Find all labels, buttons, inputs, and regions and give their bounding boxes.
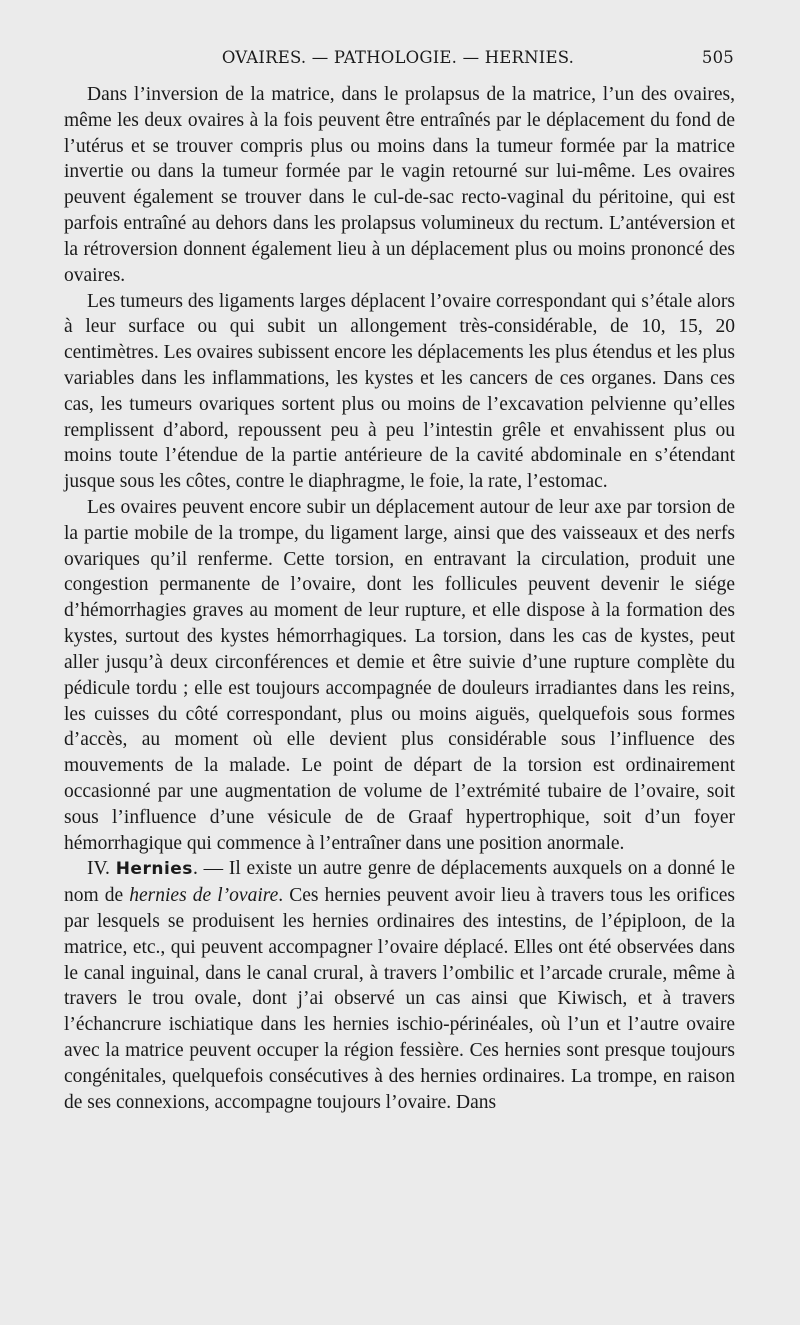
paragraph-hernies <box>64 856 735 1115</box>
running-header <box>62 48 734 78</box>
section-lead-text: . — Il existe un autre genre de déplacements auxquels on a donné le nom de <box>64 858 735 907</box>
running-title: OVAIRES. — PATHOLOGIE. — HERNIES. <box>221 48 575 67</box>
section-heading: Hernies <box>115 859 193 880</box>
body-text <box>64 82 735 1116</box>
italic-term: hernies de l’ovaire <box>129 885 279 907</box>
section-number: IV. <box>87 858 110 880</box>
paragraph-tumeurs: Les tumeurs des ligaments larges déplacent l’ovaire correspondant qui s’étale alors à leur surface ou qui subit un allongement très-considérable, de 10, 15, 20 centimètres. Les ovaires subissent encore les déplacements les plus étendus et les plus variables dans les inflammations, les kystes et les cancers de ces organes. Dans ces cas, les tumeurs ovariques sortent plus ou moins de l’excavation pelvienne qu’elles remplissent d’abord, repoussent peu à peu l’intestin grêle et envahissent plus ou moins toute l’étendue de la partie antérieure de la cavité abdominale en s’étendant jusque sous les côtes, contre le diaphragme, le foie, la rate, l’estomac. <box>64 290 735 493</box>
paragraph-torsion: Les ovaires peuvent encore subir un déplacement autour de leur axe par torsion de la partie mobile de la trompe, du ligament large, ainsi que des vaisseaux et des nerfs ovariques qu’il renferme. Cette torsion, en entravant la circulation, produit une congestion permanente de l’ovaire, dont les follicules peuvent devenir le siége d’hémorrhagies graves au moment de leur rupture, et elle dispose à la formation des kystes, surtout des kystes hémorrhagiques. La torsion, dans les cas de kystes, peut aller jusqu’à deux circonférences et demie et être suivie d’une rupture complète du pédicule tordu ; elle est toujours accompagnée de douleurs irradiantes dans les reins, les cuisses du côté correspondant, plus ou moins aiguës, quelquefois sous formes d’accès, au moment où elle devient plus considérable sous l’influence des mouvements de la malade. Le point de départ de la torsion est ordinairement occasionné par une augmentation de volume de l’extrémité tubaire de l’ovaire, soit sous l’influence d’une vésicule de de Graaf hypertrophique, soit d’un foyer hémorrhagique qui commence à l’entraîner dans une position anormale. <box>64 497 735 854</box>
paragraph-inversion: Dans l’inversion de la matrice, dans le prolapsus de la matrice, l’un des ovaires, même les deux ovaires à la fois peuvent être entraînés par le déplacement du fond de l’utérus et se trouver compris plus ou moins dans la tumeur formée par la matrice invertie ou dans la tumeur formée par le vagin retourné sur lui-même. Les ovaires peuvent également se trouver dans le cul-de-sac recto-vaginal du péritoine, qui est parfois entraîné au dehors dans les prolapsus volumineux du rectum. L’antéversion et la rétroversion donnent également lieu à un déplacement plus ou moins prononcé des ovaires. <box>64 84 735 286</box>
page-number: 505 <box>701 48 734 67</box>
section-rest-text: . Ces hernies peuvent avoir lieu à travers tous les orifices par lesquels se produisent les hernies ordinaires des intestins, de l’épiploon, de la matrice, etc., qui peuvent accompagner l’ovaire déplacé. Elles ont été observées dans le canal inguinal, dans le canal crural, à travers l’ombilic et l’arcade crurale, même à travers le trou ovale, dont j’ai observé un cas ainsi que Kiwisch, et à travers l’échancrure ischiatique dans les hernies ischio-périnéales, où l’un et l’autre ovaire avec la matrice peuvent occuper la région fessière. Ces hernies sont presque toujours congénitales, quelquefois consécutives à des hernies ordinaires. La trompe, en raison de ses connexions, accompagne toujours l’ovaire. Dans <box>64 885 735 1113</box>
